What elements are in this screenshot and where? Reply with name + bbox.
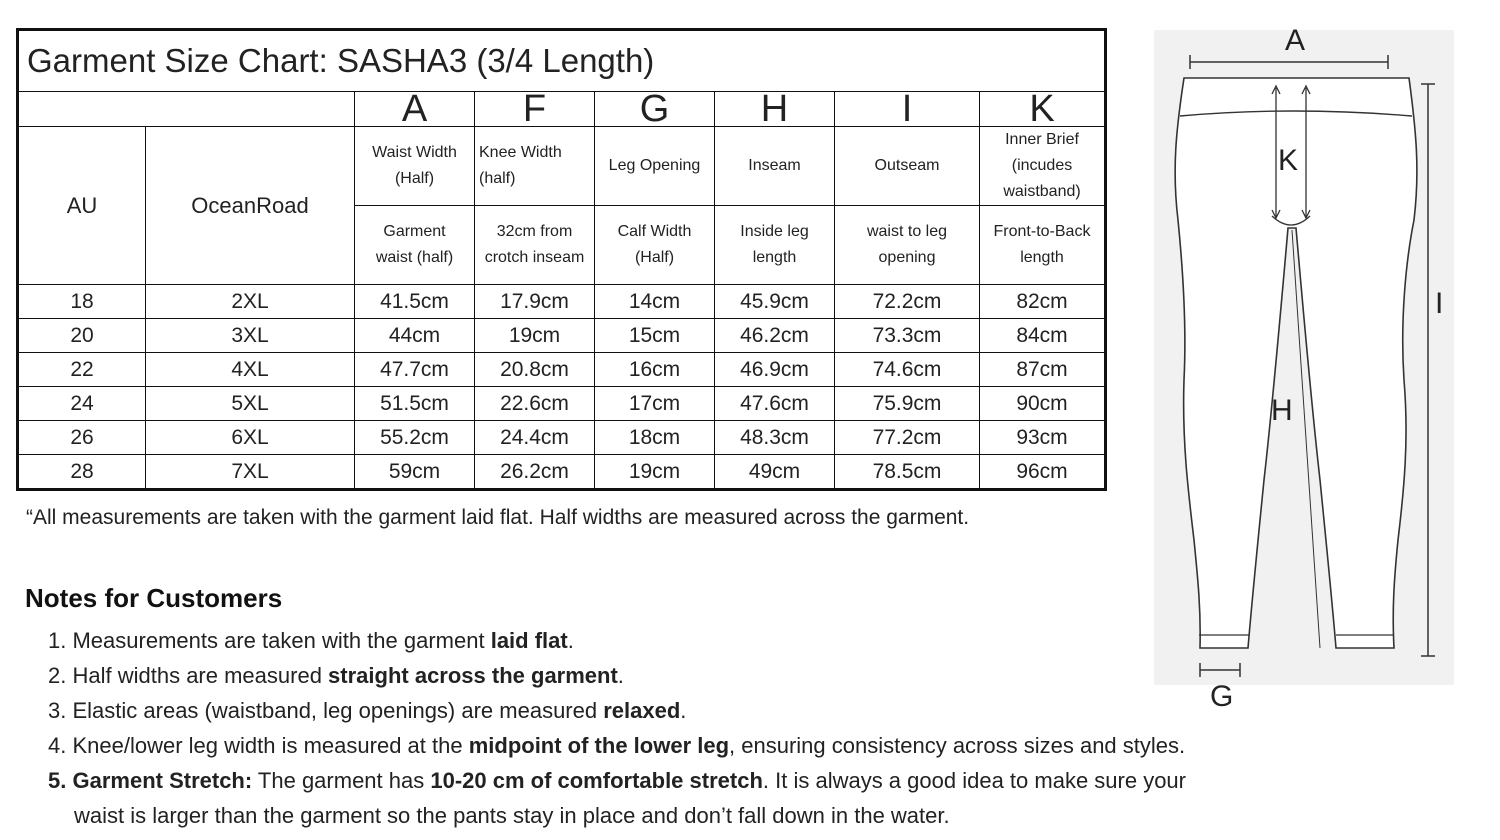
table-cell: 55.2cm	[355, 421, 475, 455]
table-title: Garment Size Chart: SASHA3 (3/4 Length)	[18, 30, 1106, 92]
table-cell: 93cm	[980, 421, 1106, 455]
au-size-header: AU	[18, 127, 146, 285]
list-item: 4. Knee/lower leg width is measured at the midpoint of the lower leg, ensuring consistency across sizes and styles.	[48, 733, 1186, 758]
measure-letter: K	[980, 92, 1106, 127]
table-cell: 22	[18, 353, 146, 387]
table-cell: 87cm	[980, 353, 1106, 387]
table-cell: 19cm	[595, 455, 715, 490]
measure-letter: A	[355, 92, 475, 127]
table-cell: 22.6cm	[475, 387, 595, 421]
leg-opening-dimension	[1200, 663, 1240, 677]
table-row	[18, 387, 1106, 421]
label-a: A	[1285, 24, 1306, 57]
table-cell: 46.9cm	[715, 353, 835, 387]
measure-description: Inseam	[715, 127, 835, 206]
leggings-measurement-diagram	[1154, 20, 1500, 720]
table-cell: 96cm	[980, 455, 1106, 490]
table-cell: 49cm	[715, 455, 835, 490]
measure-detail: 32cm from crotch inseam	[475, 206, 595, 285]
table-row	[18, 353, 1106, 387]
table-cell: 20	[18, 319, 146, 353]
table-row	[18, 319, 1106, 353]
table-cell: 77.2cm	[835, 421, 980, 455]
size-chart-table	[16, 28, 1107, 491]
table-row	[18, 285, 1106, 319]
label-k: K	[1278, 144, 1299, 177]
label-i: I	[1435, 287, 1444, 320]
table-cell: 48.3cm	[715, 421, 835, 455]
measure-description: Knee Width (half)	[475, 127, 595, 206]
table-cell: 45.9cm	[715, 285, 835, 319]
list-item: 3. Elastic areas (waistband, leg openings) are measured relaxed.	[48, 698, 687, 723]
table-cell: 47.6cm	[715, 387, 835, 421]
measure-letter: H	[715, 92, 835, 127]
measure-detail: waist to leg opening	[835, 206, 980, 285]
list-item: 2. Half widths are measured straight across the garment.	[48, 663, 624, 688]
waist-width-dimension	[1190, 55, 1388, 69]
table-cell: 73.3cm	[835, 319, 980, 353]
table-cell: 46.2cm	[715, 319, 835, 353]
table-cell: 47.7cm	[355, 353, 475, 387]
label-g: G	[1210, 680, 1234, 713]
table-cell: 84cm	[980, 319, 1106, 353]
table-cell: 24	[18, 387, 146, 421]
table-row	[18, 421, 1106, 455]
label-h: H	[1271, 394, 1293, 427]
table-cell: 7XL	[146, 455, 355, 490]
table-cell: 16cm	[595, 353, 715, 387]
oceanroad-size-header: OceanRoad	[146, 127, 355, 285]
measure-detail: Calf Width (Half)	[595, 206, 715, 285]
table-cell: 26.2cm	[475, 455, 595, 490]
table-cell: 20.8cm	[475, 353, 595, 387]
measure-detail: Inside leg length	[715, 206, 835, 285]
measure-letter: I	[835, 92, 980, 127]
table-cell: 18cm	[595, 421, 715, 455]
outseam-dimension	[1421, 84, 1435, 656]
measure-description: Leg Opening	[595, 127, 715, 206]
measure-letter: F	[475, 92, 595, 127]
table-cell: 59cm	[355, 455, 475, 490]
list-item: 5. Garment Stretch: The garment has 10-20 cm of comfortable stretch. It is always a good idea to make sure your waist is larger than the garment so the pants stay in place and don’t fall down in the water.	[48, 768, 1186, 828]
table-cell: 17.9cm	[475, 285, 595, 319]
table-cell: 26	[18, 421, 146, 455]
table-cell: 6XL	[146, 421, 355, 455]
table-cell: 74.6cm	[835, 353, 980, 387]
notes-heading: Notes for Customers	[25, 583, 283, 613]
measure-letter: G	[595, 92, 715, 127]
table-cell: 82cm	[980, 285, 1106, 319]
table-cell: 90cm	[980, 387, 1106, 421]
table-cell: 3XL	[146, 319, 355, 353]
table-cell: 28	[18, 455, 146, 490]
measure-detail: Garment waist (half)	[355, 206, 475, 285]
table-row	[18, 455, 1106, 490]
table-cell: 19cm	[475, 319, 595, 353]
measure-description: Outseam	[835, 127, 980, 206]
measure-letter-row	[18, 92, 1106, 127]
notes-list	[48, 623, 1348, 833]
measure-detail: Front-to-Back length	[980, 206, 1106, 285]
measure-description-row	[18, 127, 1106, 206]
table-cell: 5XL	[146, 387, 355, 421]
table-cell: 15cm	[595, 319, 715, 353]
table-cell: 24.4cm	[475, 421, 595, 455]
table-cell: 14cm	[595, 285, 715, 319]
measure-description: Inner Brief (incudes waistband)	[980, 127, 1106, 206]
list-item: 1. Measurements are taken with the garment laid flat.	[48, 628, 574, 653]
table-cell: 72.2cm	[835, 285, 980, 319]
table-cell: 18	[18, 285, 146, 319]
table-cell: 51.5cm	[355, 387, 475, 421]
measurement-footnote: “All measurements are taken with the garment laid flat. Half widths are measured across the garment.	[26, 506, 970, 529]
measure-description: Waist Width (Half)	[355, 127, 475, 206]
table-cell: 2XL	[146, 285, 355, 319]
table-cell: 78.5cm	[835, 455, 980, 490]
table-cell: 41.5cm	[355, 285, 475, 319]
table-cell: 17cm	[595, 387, 715, 421]
table-cell: 44cm	[355, 319, 475, 353]
table-cell: 4XL	[146, 353, 355, 387]
table-cell: 75.9cm	[835, 387, 980, 421]
